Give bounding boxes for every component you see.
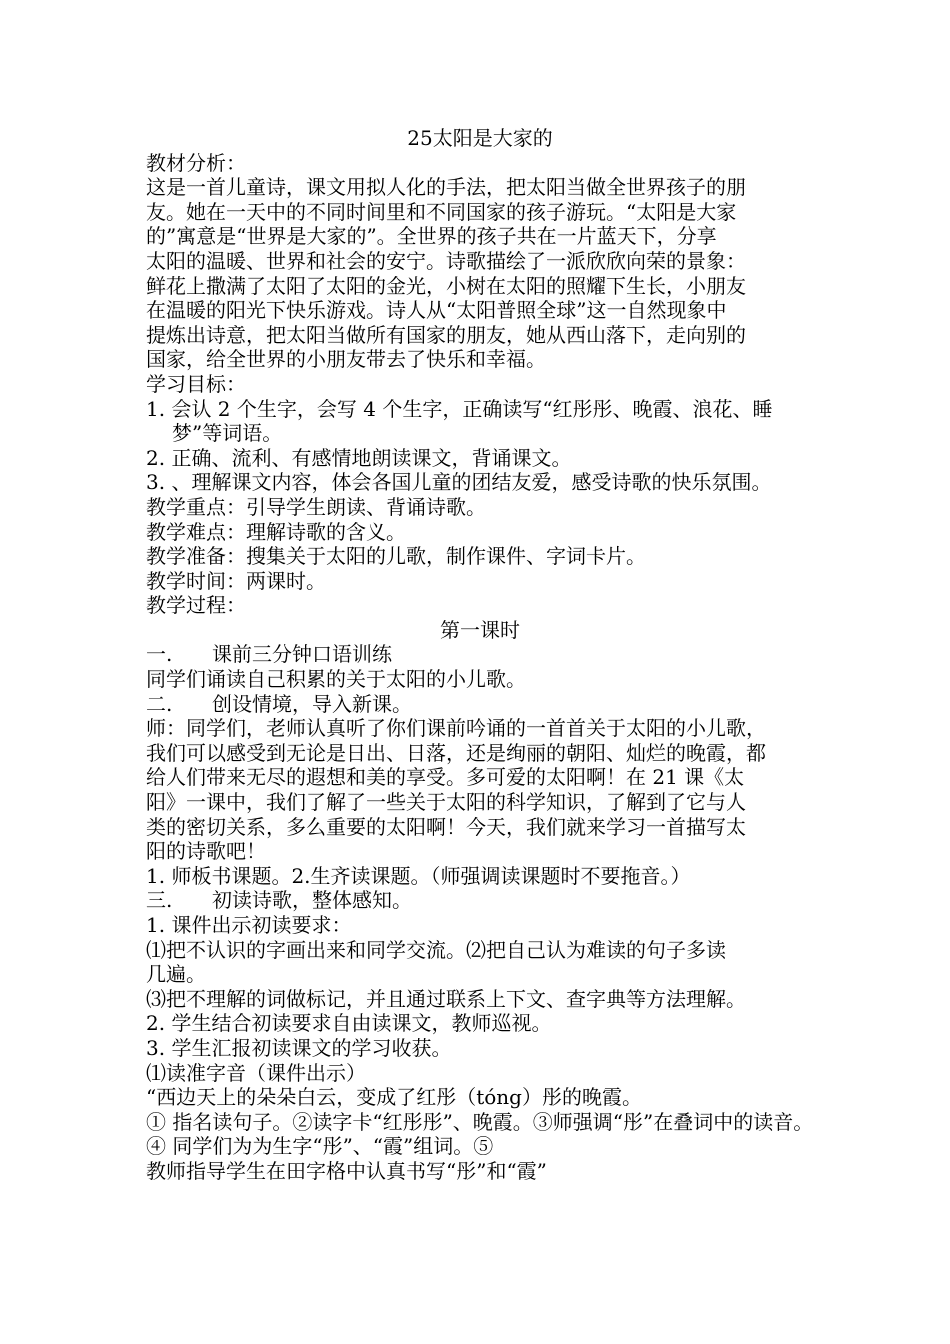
document-body <box>146 126 814 1184</box>
analysis-line: 鲜花上撒满了太阳了太阳的金光，小树在太阳的照耀下生长，小朋友 <box>146 273 746 298</box>
analysis-line: 国家，给全世界的小朋友带去了快乐和幸福。 <box>146 347 546 372</box>
section-3-title: 初读诗歌，整体感知。 <box>212 888 412 913</box>
section-3-step-3: 3. 学生汇报初读课文的学习收获。 <box>146 1035 452 1060</box>
requirement-line: ⑴把不认识的字画出来和同学交流。⑵把自己认为难读的句子多读 <box>146 937 726 962</box>
quoted-sentence: “西边天上的朵朵白云，变成了红彤（tóng）彤的晚霞。 <box>146 1085 642 1110</box>
section-2-line: 阳》一课中，我们了解了一些关于太阳的科学知识，了解到了它与人 <box>146 790 746 815</box>
reading-requirement-1-2 <box>146 938 814 987</box>
section-3-number: 三. <box>146 888 173 913</box>
section-2-line: 师：同学们，老师认真听了你们课前吟诵的一首首关于太阳的小儿歌， <box>146 716 766 741</box>
requirement-line: 几遍。 <box>146 962 206 987</box>
key-point: 教学重点：引导学生朗读、背诵诗歌。 <box>146 494 486 519</box>
analysis-heading: 教材分析： <box>146 150 246 175</box>
section-2-heading <box>146 692 814 717</box>
reading-requirement-3: ⑶把不理解的词做标记，并且通过联系上下文、查字典等方法理解。 <box>146 986 746 1011</box>
goals-heading: 学习目标： <box>146 371 246 396</box>
section-3-heading <box>146 888 814 913</box>
activity-step-4: ④ 同学们为为生字“彤”、“霞”组词。⑤ <box>146 1134 494 1159</box>
section-2-line: 阳的诗歌吧！ <box>146 839 266 864</box>
section-2-paragraph <box>146 716 814 864</box>
document-title: 25太阳是大家的 <box>407 126 553 150</box>
analysis-line: 太阳的温暖、世界和社会的安宁。诗歌描绘了一派欣欣向荣的景象： <box>146 248 746 273</box>
writing-guidance: 教师指导学生在田字格中认真书写“彤”和“霞” <box>146 1158 547 1183</box>
section-1-body: 同学们诵读自己积累的关于太阳的小儿歌。 <box>146 667 526 692</box>
section-2-title: 创设情境，导入新课。 <box>212 691 412 716</box>
difficulty: 教学难点：理解诗歌的含义。 <box>146 519 406 544</box>
section-1-heading <box>146 642 814 667</box>
analysis-paragraph <box>146 175 814 372</box>
process-heading: 教学过程： <box>146 593 246 618</box>
goal-item-1: 1. 会认 2 个生字，会写 4 个生字，正确读写“红彤彤、晚霞、浪花、睡梦”等词语。 <box>146 396 773 446</box>
section-2-line: 我们可以感受到无论是日出、日落，还是绚丽的朝阳、灿烂的晚霞，都 <box>146 740 766 765</box>
section-2-line: 类的密切关系，多么重要的太阳啊！今天，我们就来学习一首描写太 <box>146 814 746 839</box>
section-3-step-2: 2. 学生结合初读要求自由读课文，教师巡视。 <box>146 1011 552 1036</box>
goal-item-3: 3. 、理解课文内容，体会各国儿童的团结友爱，感受诗歌的快乐氛围。 <box>146 470 772 495</box>
analysis-line: 友。她在一天中的不同时间里和不同国家的孩子游玩。“太阳是大家 <box>146 199 737 224</box>
section-1-number: 一. <box>146 642 173 667</box>
analysis-line: 这是一首儿童诗，课文用拟人化的手法，把太阳当做全世界孩子的朋 <box>146 175 746 200</box>
analysis-line: 提炼出诗意，把太阳当做所有国家的朋友，她从西山落下，走向别的 <box>146 322 746 347</box>
preparation: 教学准备：搜集关于太阳的儿歌，制作课件、字词卡片。 <box>146 544 646 569</box>
teaching-time: 教学时间：两课时。 <box>146 568 326 593</box>
section-2-number: 二. <box>146 691 173 716</box>
subsection-1: ⑴读准字音（课件出示） <box>146 1060 366 1085</box>
activity-steps: ① 指名读句子。②读字卡“红彤彤”、晚霞。③师强调“彤”在叠词中的读音。 <box>146 1109 814 1134</box>
section-2-step: 1. 师板书课题。2.生齐读课题。（师强调读课题时不要拖音。） <box>146 863 691 888</box>
analysis-line: 在温暖的阳光下快乐游戏。诗人从“太阳普照全球”这一自然现象中 <box>146 298 727 323</box>
section-3-step-1: 1. 课件出示初读要求： <box>146 913 352 937</box>
section-2-line: 给人们带来无尽的遐想和美的享受。多可爱的太阳啊！在 21 课《太 <box>146 765 745 790</box>
analysis-line: 的”寓意是“世界是大家的”。全世界的孩子共在一片蓝天下，分享 <box>146 224 717 249</box>
section-1-title: 课前三分钟口语训练 <box>212 642 392 667</box>
lesson-1-heading: 第一课时 <box>440 617 520 642</box>
goal-item-2: 2. 正确、流利、有感情地朗读课文，背诵课文。 <box>146 445 572 470</box>
